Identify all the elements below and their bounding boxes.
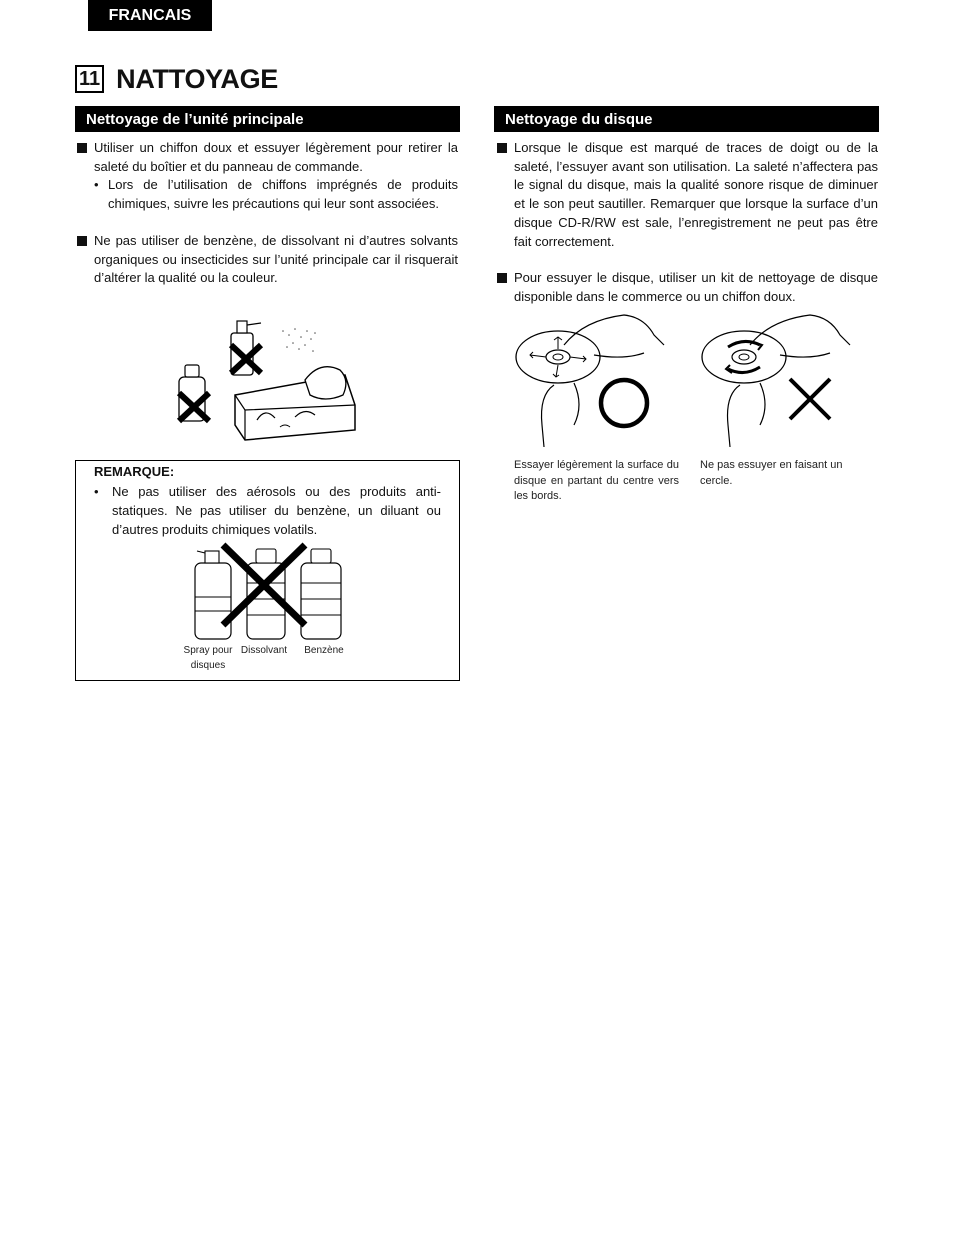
square-bullet-icon [77, 143, 87, 153]
disc-correct-wiping-illustration [514, 315, 684, 450]
left-bullet-1 [76, 139, 458, 214]
language-tab: FRANCAIS [88, 0, 212, 31]
bottle-label-benzene: Benzène [304, 645, 344, 656]
disc-wrong-wiping-illustration [700, 315, 870, 450]
square-bullet-icon [77, 236, 87, 246]
left-bullet-2 [76, 232, 458, 288]
note-text [94, 482, 441, 539]
caption-correct: Essayer légèrement la surface du disque en partant du centre vers les bords. [514, 459, 679, 503]
chapter-number: 11 [75, 65, 104, 93]
note-bullet [94, 482, 441, 539]
note-bullet-text: Ne pas utiliser des aérosols ou des produits anti-statiques. Ne pas utiliser du benzène, un diluant ou d’autres produits chimiques volatils. [112, 484, 441, 537]
cross-mark-icon [790, 379, 830, 419]
chemical-bottles-illustration [193, 545, 343, 641]
bottle-label-dissolvant: Dissolvant [240, 645, 288, 656]
bottle-label-spray: Spray pour disques [183, 645, 233, 671]
note-box [75, 460, 460, 681]
caption-wrong: Ne pas essuyer en faisant un cercle. [700, 459, 843, 487]
square-bullet-icon [497, 143, 507, 153]
circle-ok-icon [601, 380, 647, 426]
section-heading-main-unit: Nettoyage de l’unité principale [75, 106, 460, 132]
left-sub-bullet-text: Lors de l’utilisation de chiffons imprégnés de produits chimiques, suivre les précautions qui leur sont associées. [108, 177, 458, 212]
left-sub-bullet [94, 176, 458, 213]
left-column-text [76, 139, 458, 288]
section-heading-disc: Nettoyage du disque [494, 106, 879, 132]
left-bullet-1-text: Utiliser un chiffon doux et essuyer légèrement pour retirer la saleté du boîtier et du panneau de commande. [94, 140, 458, 174]
right-column-text [496, 139, 878, 307]
right-bullet-1-text: Lorsque le disque est marqué de traces de doigt ou de la saleté, l’essuyer avant son utilisation. La saleté n’affectera pas le signal du disque, mais la qualité sonore risque de diminuer et le son peut sautiller. Remarquer que lorsque la surface d’un disque CD-R/RW est sale, l’enregistrement ne peut pas être fait correctement. [514, 140, 878, 249]
dot-bullet-icon: • [94, 177, 99, 193]
right-bullet-2-text: Pour essuyer le disque, utiliser un kit de nettoyage de disque disponible dans le commerce ou un chiffon doux. [514, 270, 878, 304]
square-bullet-icon [497, 273, 507, 283]
right-bullet-1 [496, 139, 878, 251]
note-title: REMARQUE: [94, 464, 175, 479]
left-bullet-2-text: Ne pas utiliser de benzène, de dissolvant ni d’autres solvants organiques ou insecticides sur l’unité principale car il risquerait d’altérer la qualité ou la couleur. [94, 232, 458, 286]
page-title [75, 62, 278, 96]
title-text: NATTOYAGE [116, 63, 278, 94]
unit-cleaning-illustration [165, 315, 365, 445]
dot-bullet-icon: • [94, 484, 99, 499]
right-bullet-2 [496, 269, 878, 306]
